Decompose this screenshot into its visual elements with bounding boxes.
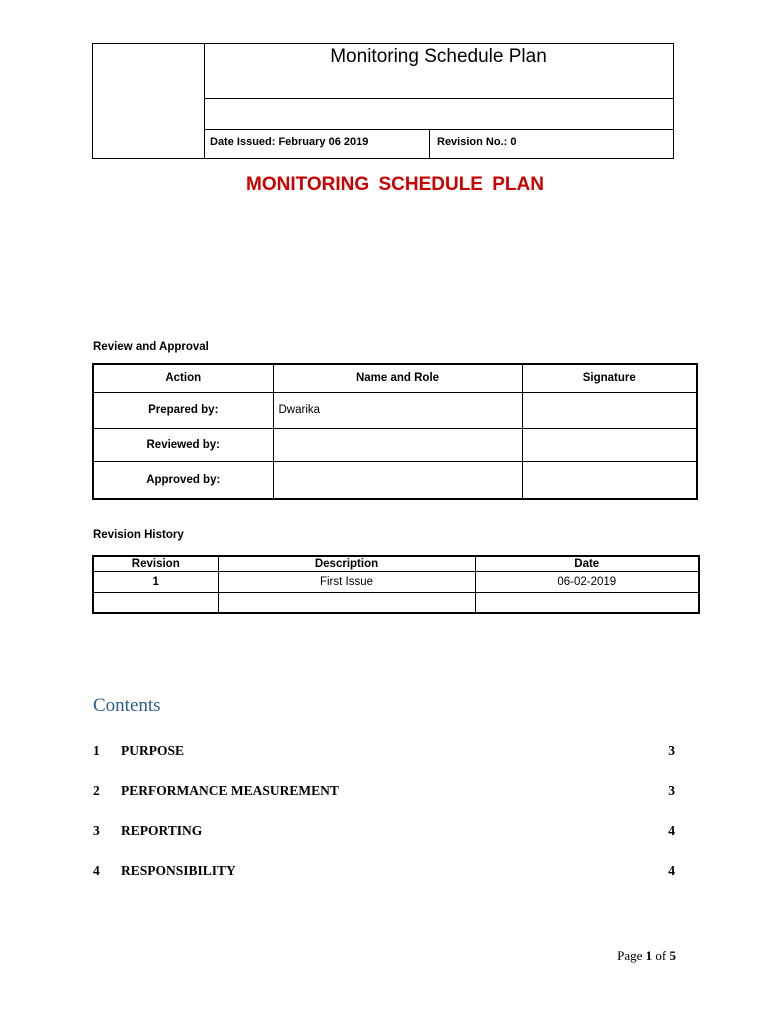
table-row xyxy=(93,571,699,592)
column-header: Signature xyxy=(522,364,697,392)
toc-title[interactable]: REPORTING xyxy=(121,823,203,838)
toc-page: 3 xyxy=(668,783,675,798)
total-pages: 5 xyxy=(669,948,676,963)
toc-page: 4 xyxy=(668,823,675,838)
page-label: Page xyxy=(617,948,643,963)
revision-history-table xyxy=(92,555,700,614)
header-blank-row xyxy=(204,99,673,130)
column-header: Name and Role xyxy=(273,364,522,392)
revision-cell xyxy=(93,592,218,613)
of-label: of xyxy=(655,948,667,963)
table-header-row xyxy=(93,556,699,571)
column-header: Revision xyxy=(93,556,218,571)
column-header: Action xyxy=(93,364,273,392)
toc-number: 3 xyxy=(93,823,100,838)
toc-page: 3 xyxy=(668,743,675,758)
signature-cell xyxy=(522,461,697,499)
signature-cell xyxy=(522,428,697,461)
table-header-row xyxy=(93,364,697,392)
revision-number: Revision No.: 0 xyxy=(437,136,517,148)
document-header xyxy=(92,43,674,159)
table-row xyxy=(93,428,697,461)
column-header: Description xyxy=(218,556,475,571)
table-row xyxy=(93,461,697,499)
name-role-cell: Dwarika xyxy=(273,392,522,428)
name-role-cell xyxy=(273,461,522,499)
description-cell: First Issue xyxy=(218,571,475,592)
review-approval-table xyxy=(92,363,698,500)
toc-number: 4 xyxy=(93,863,100,878)
toc-number: 2 xyxy=(93,783,100,798)
name-role-cell xyxy=(273,428,522,461)
header-title: Monitoring Schedule Plan xyxy=(204,44,673,99)
toc-number: 1 xyxy=(93,743,100,758)
signature-cell xyxy=(522,392,697,428)
action-cell: Reviewed by: xyxy=(93,428,273,461)
date-cell: 06-02-2019 xyxy=(475,571,699,592)
toc-title[interactable]: PERFORMANCE MEASUREMENT xyxy=(121,783,339,798)
review-approval-label: Review and Approval xyxy=(93,341,209,353)
toc-page: 4 xyxy=(668,863,675,878)
table-row xyxy=(93,592,699,613)
logo-placeholder xyxy=(93,44,205,158)
document-title: MONITORING SCHEDULE PLAN xyxy=(246,174,544,195)
toc-title[interactable]: RESPONSIBILITY xyxy=(121,863,236,878)
current-page: 1 xyxy=(645,948,653,963)
contents-heading: Contents xyxy=(93,695,161,716)
description-cell xyxy=(218,592,475,613)
action-cell: Prepared by: xyxy=(93,392,273,428)
table-row xyxy=(93,392,697,428)
date-cell xyxy=(475,592,699,613)
revision-cell: 1 xyxy=(93,571,218,592)
page-number xyxy=(617,948,676,964)
action-cell: Approved by: xyxy=(93,461,273,499)
column-header: Date xyxy=(475,556,699,571)
toc-title[interactable]: PURPOSE xyxy=(121,743,185,758)
date-issued: Date Issued: February 06 2019 xyxy=(204,129,430,158)
revision-history-label: Revision History xyxy=(93,529,184,541)
